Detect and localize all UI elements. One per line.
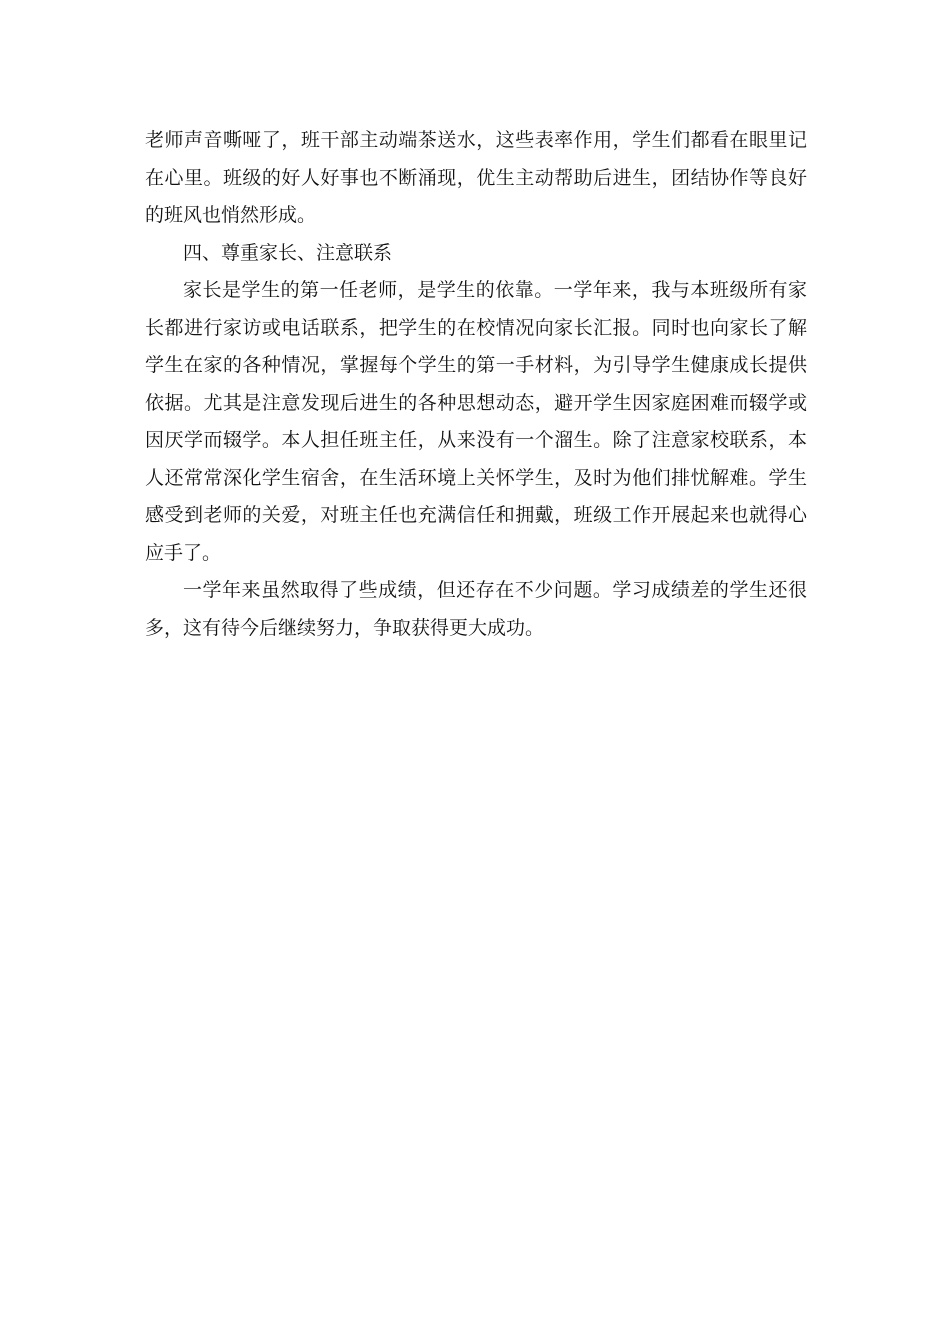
paragraph-parents: 家长是学生的第一任老师，是学生的依靠。一学年来，我与本班级所有家长都进行家访或电话联系，把学生的在校情况向家长汇报。同时也向家长了解学生在家的各种情况，掌握每个学生的第一手材料，为引导学生健康成长提供依据。尤其是注意发现后进生的各种思想动态，避开学生因家庭困难而辍学或因厌学而辍学。本人担任班主任，从来没有一个溜生。除了注意家校联系，本人还常常深化学生宿舍，在生活环境上关怀学生，及时为他们排忧解难。学生感受到老师的关爱，对班主任也充满信任和拥戴，班级工作开展起来也就得心应手了。 xyxy=(145,279,807,564)
section-heading-respect-parents: 四、尊重家长、注意联系 xyxy=(183,241,393,264)
paragraph-continuation: 老师声音嘶哑了，班干部主动端茶送水，这些表率作用，学生们都看在眼里记在心里。班级的好人好事也不断涌现，优生主动帮助后进生，团结协作等良好的班风也悄然形成。 xyxy=(145,129,807,226)
paragraph-conclusion: 一学年来虽然取得了些成绩，但还存在不少问题。学习成绩差的学生还很多，这有待今后继续努力，争取获得更大成功。 xyxy=(145,579,807,639)
document-body xyxy=(145,122,807,647)
